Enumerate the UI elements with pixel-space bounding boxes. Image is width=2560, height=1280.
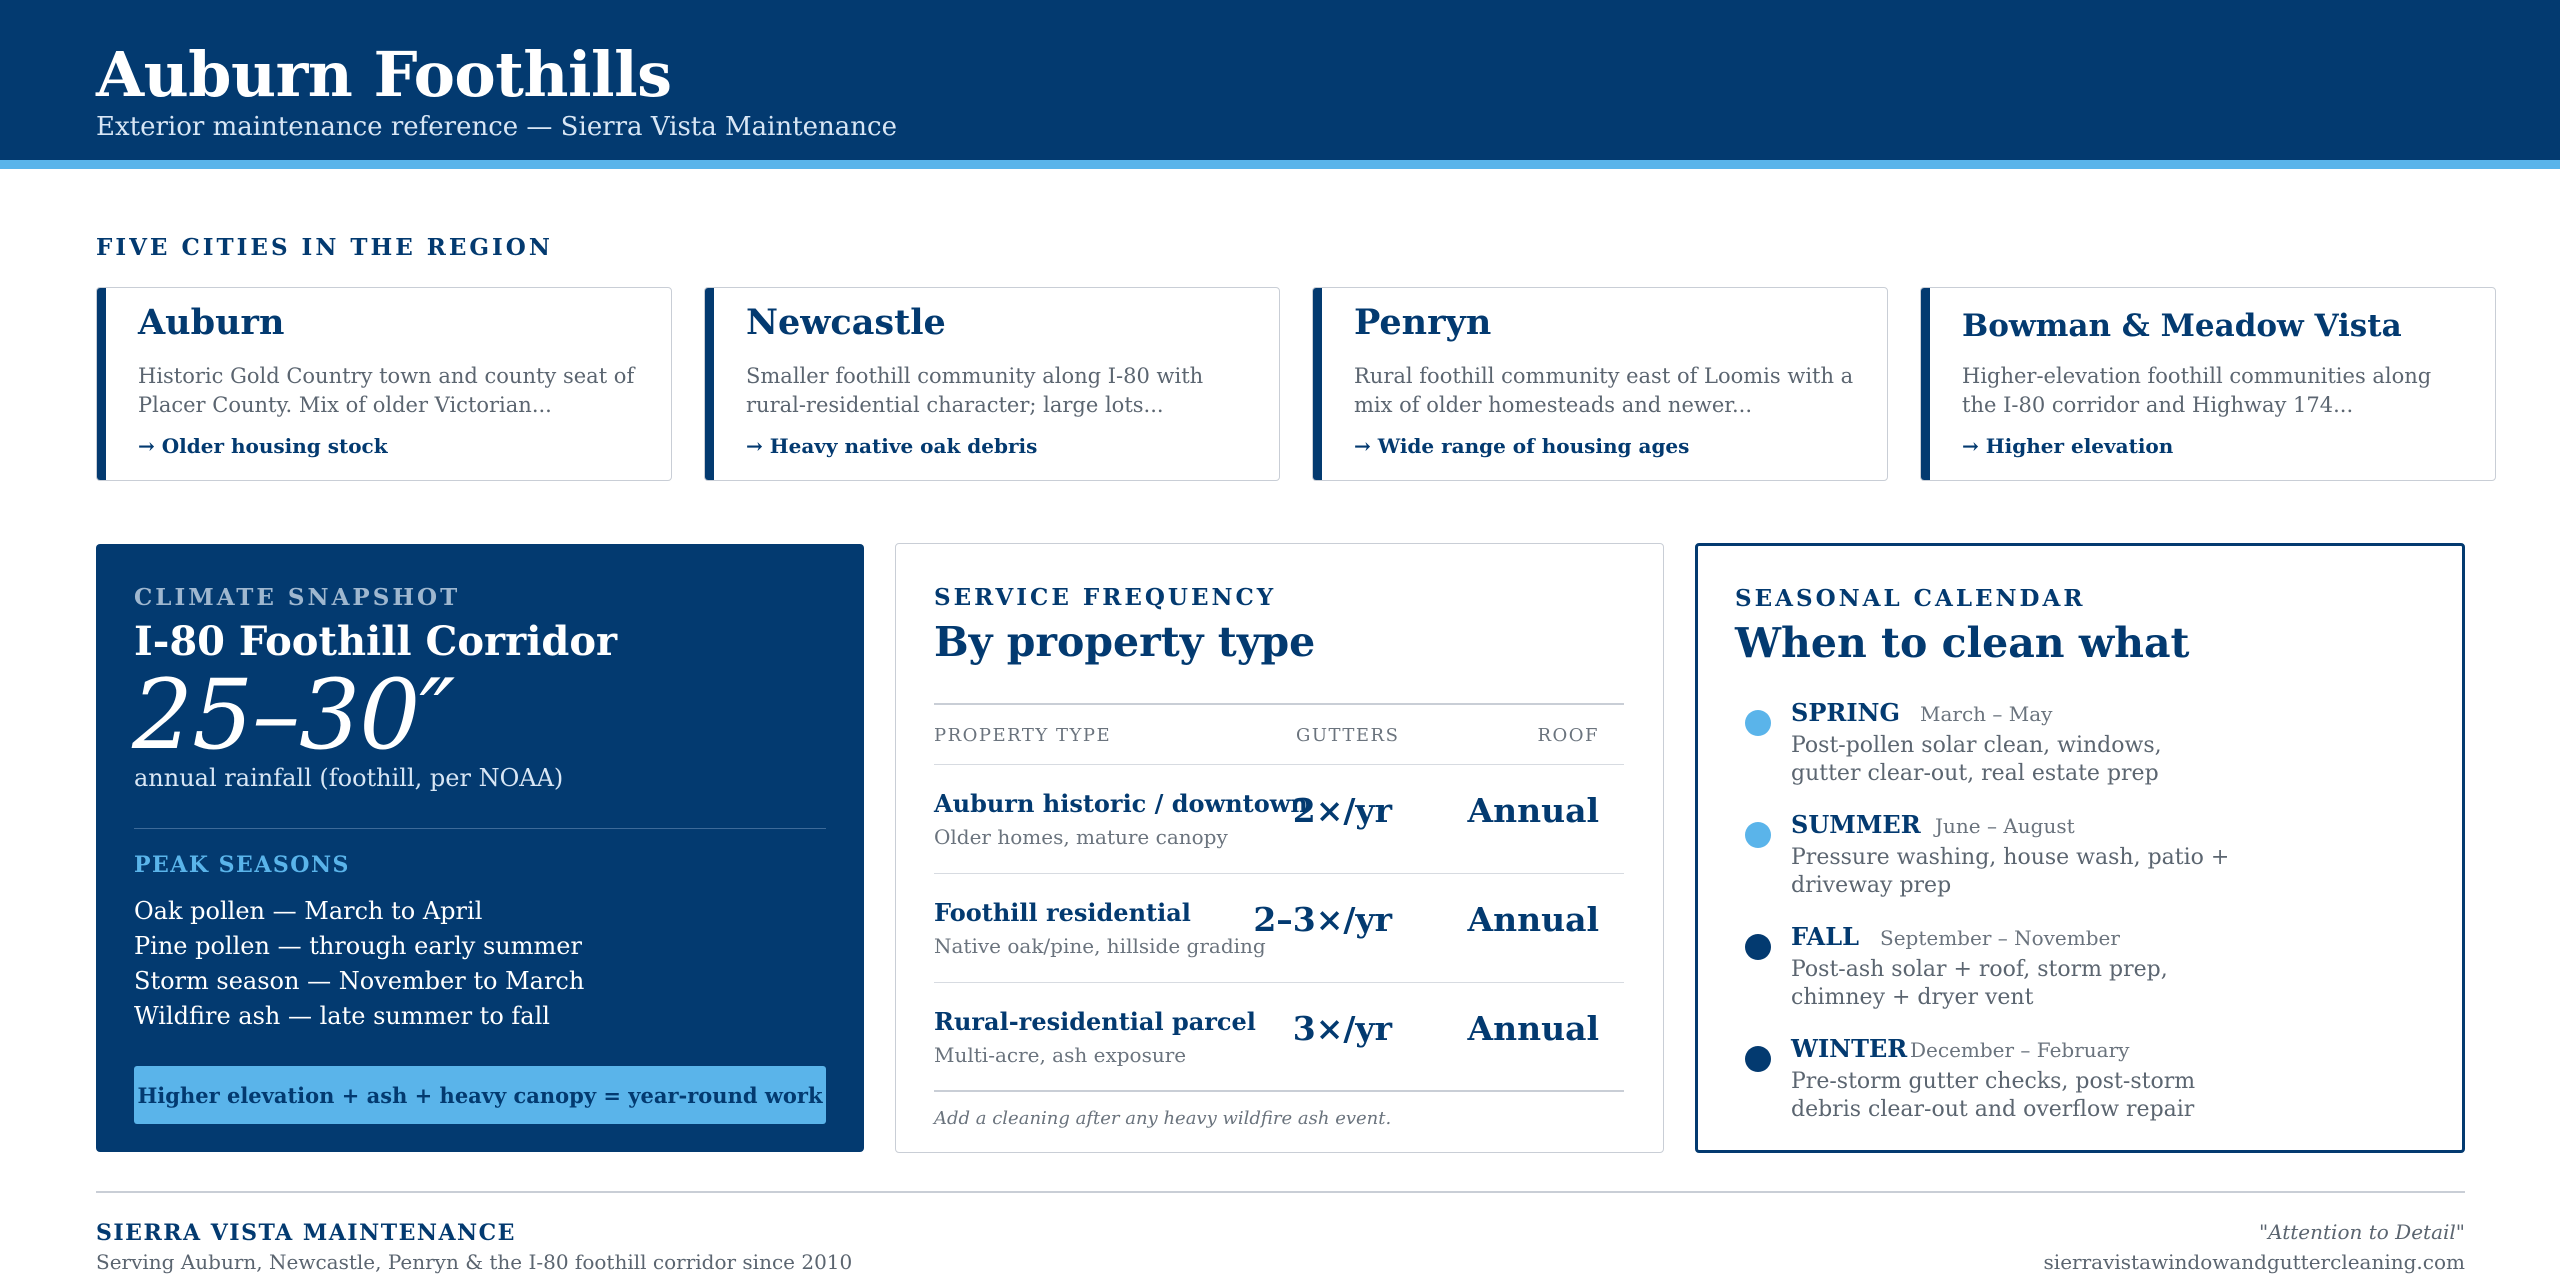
list-item: Pine pollen — through early summer — [134, 932, 582, 960]
rainfall-caption: annual rainfall (foothill, per NOAA) — [134, 764, 564, 792]
season-dot-icon — [1745, 934, 1771, 960]
table-row — [934, 983, 1624, 1092]
season-range: September – November — [1880, 926, 2120, 950]
gutters-frequency: 3×/yr — [1292, 1009, 1392, 1048]
season-range: March – May — [1920, 702, 2053, 726]
footer-divider — [96, 1191, 2465, 1193]
page-title: Auburn Foothills — [96, 38, 672, 111]
property-type: Foothill residential — [934, 898, 1191, 927]
column-header-roof: ROOF — [1537, 725, 1599, 746]
city-tag: → Heavy native oak debris — [746, 434, 1038, 458]
season-name: FALL — [1791, 922, 1860, 951]
climate-panel — [96, 544, 864, 1152]
list-item: Storm season — November to March — [134, 967, 585, 995]
column-header-gutters: GUTTERS — [1296, 725, 1400, 746]
season-description: Post-pollen solar clean, windows, gutter clear-out, real estate prep — [1791, 733, 2162, 786]
roof-frequency: Annual — [1467, 900, 1599, 939]
city-description: Smaller foothill community along I-80 with rural-residential character; large lots... — [746, 364, 1204, 417]
season-fall — [1745, 922, 2445, 1022]
city-card-auburn — [96, 287, 672, 481]
city-name: Newcastle — [746, 302, 946, 343]
roof-frequency: Annual — [1467, 1009, 1599, 1048]
season-description: Pre-storm gutter checks, post-storm debris clear-out and overflow repair — [1791, 1069, 2196, 1122]
property-detail: Multi-acre, ash exposure — [934, 1043, 1187, 1067]
city-name: Bowman & Meadow Vista — [1962, 308, 2402, 344]
column-header-property-type: PROPERTY TYPE — [934, 725, 1112, 746]
cities-section-label: FIVE CITIES IN THE REGION — [96, 234, 553, 261]
city-description: Higher-elevation foothill communities along the I-80 corridor and Highway 174... — [1962, 364, 2432, 417]
property-detail: Older homes, mature canopy — [934, 825, 1228, 849]
season-dot-icon — [1745, 710, 1771, 736]
season-name: SUMMER — [1791, 810, 1921, 839]
peak-seasons-list — [134, 894, 584, 1034]
page-header — [0, 0, 2560, 160]
table-row — [934, 765, 1624, 874]
list-item: Oak pollen — March to April — [134, 897, 483, 925]
service-frequency-panel — [895, 543, 1664, 1153]
climate-divider — [134, 828, 826, 829]
page-subtitle: Exterior maintenance reference — Sierra Vista Maintenance — [96, 112, 897, 142]
gutters-frequency: 2×/yr — [1292, 791, 1392, 830]
season-description: Pressure washing, house wash, patio + driveway prep — [1791, 845, 2230, 898]
seasonal-calendar-panel — [1695, 543, 2465, 1153]
table-header — [934, 703, 1624, 765]
table-row — [934, 874, 1624, 983]
rainfall-figure: 25–30″ — [132, 659, 455, 771]
city-description: Rural foothill community east of Loomis with a mix of older homesteads and newer... — [1354, 364, 1854, 417]
city-tag: → Wide range of housing ages — [1354, 434, 1690, 458]
city-card-bowman-meadow-vista — [1920, 287, 2496, 481]
season-summer — [1745, 810, 2445, 910]
gutters-frequency: 2–3×/yr — [1253, 900, 1392, 939]
calendar-label: SEASONAL CALENDAR — [1735, 585, 2086, 612]
footer-website: sierravistawindowandguttercleaning.com — [2043, 1250, 2465, 1274]
footer-brand: SIERRA VISTA MAINTENANCE — [96, 1220, 516, 1246]
list-item: Wildfire ash — late summer to fall — [134, 1002, 550, 1030]
climate-title: I-80 Foothill Corridor — [134, 618, 618, 665]
city-tag: → Higher elevation — [1962, 434, 2174, 458]
roof-frequency: Annual — [1467, 791, 1599, 830]
season-range: December – February — [1910, 1038, 2130, 1062]
season-dot-icon — [1745, 822, 1771, 848]
season-spring — [1745, 698, 2445, 798]
city-tag: → Older housing stock — [138, 434, 388, 458]
city-card-penryn — [1312, 287, 1888, 481]
city-card-newcastle — [704, 287, 1280, 481]
season-dot-icon — [1745, 1046, 1771, 1072]
climate-callout: Higher elevation + ash + heavy canopy = year-round work — [134, 1066, 826, 1124]
property-type: Auburn historic / downtown — [934, 789, 1308, 818]
peak-seasons-label: PEAK SEASONS — [134, 852, 350, 878]
season-name: SPRING — [1791, 698, 1900, 727]
footer-service-area: Serving Auburn, Newcastle, Penryn & the I-80 foothill corridor since 2010 — [96, 1250, 853, 1274]
season-winter — [1745, 1034, 2445, 1134]
footer-motto: "Attention to Detail" — [2258, 1220, 2465, 1244]
season-range: June – August — [1935, 814, 2075, 838]
city-description: Historic Gold Country town and county seat of Placer County. Mix of older Victorian... — [138, 364, 635, 417]
frequency-label: SERVICE FREQUENCY — [934, 584, 1277, 611]
property-detail: Native oak/pine, hillside grading — [934, 934, 1266, 958]
city-name: Auburn — [138, 302, 285, 343]
property-type: Rural-residential parcel — [934, 1007, 1256, 1036]
header-accent-stripe — [0, 160, 2560, 169]
frequency-table — [934, 703, 1624, 1092]
frequency-note: Add a cleaning after any heavy wildfire ash event. — [934, 1108, 1392, 1129]
season-description: Post-ash solar + roof, storm prep, chimney + dryer vent — [1791, 957, 2168, 1010]
frequency-title: By property type — [934, 618, 1316, 666]
climate-label: CLIMATE SNAPSHOT — [134, 584, 461, 611]
city-name: Penryn — [1354, 302, 1492, 343]
calendar-title: When to clean what — [1735, 619, 2190, 667]
season-name: WINTER — [1791, 1034, 1908, 1063]
